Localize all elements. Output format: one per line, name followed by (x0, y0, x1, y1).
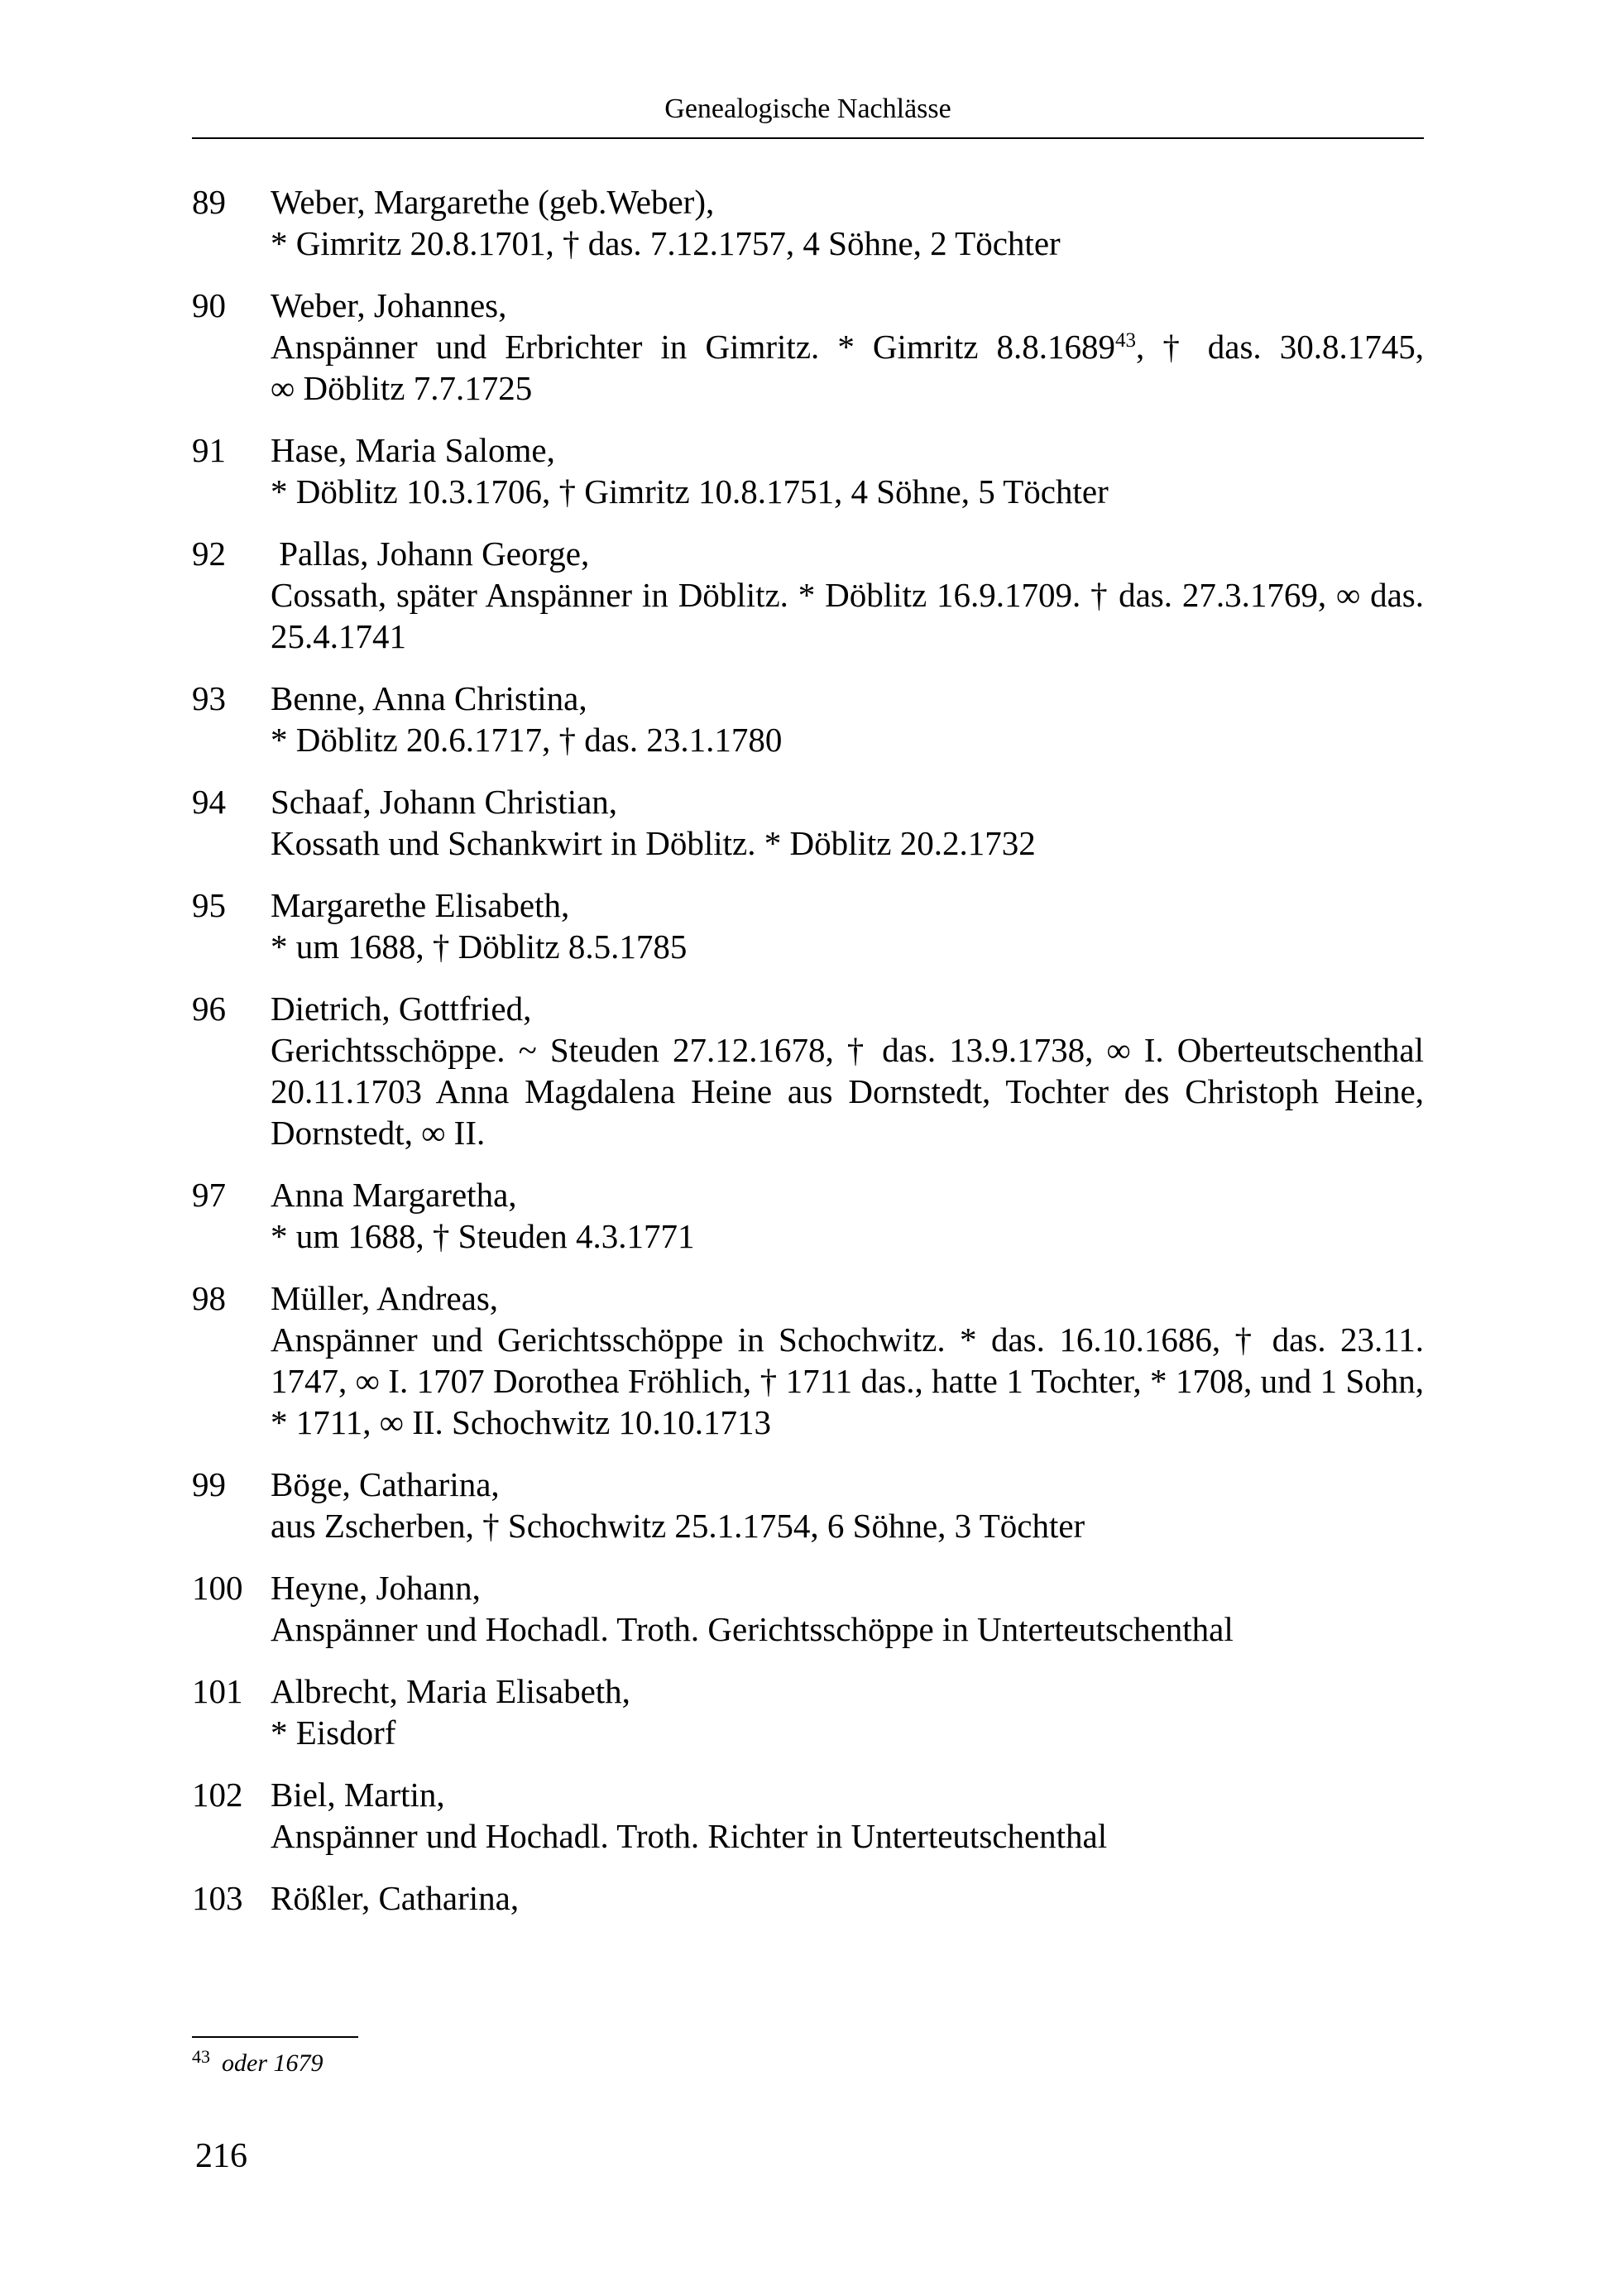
entry-name: Hase, Maria Salome, (271, 431, 555, 469)
entry-number: 92 (192, 534, 226, 573)
entry-name: Albrecht, Maria Elisabeth, (271, 1672, 630, 1710)
footnote-rule (192, 2036, 358, 2038)
genealogy-entry (192, 285, 1424, 409)
entry-number: 98 (192, 1279, 226, 1317)
entry-details: Kossath und Schankwirt in Döblitz. * Döblitz 20.2.1732 (271, 824, 1036, 862)
entry-number: 95 (192, 886, 226, 924)
entry-details: ∞ Döblitz 7.7.1725 (271, 369, 533, 407)
entry-details: Anspänner und Hochadl. Troth. Gerichtsschöppe in Unterteutschenthal (271, 1610, 1234, 1648)
genealogy-entry (192, 1174, 1424, 1257)
footnote-reference[interactable]: 43 (1115, 329, 1137, 352)
entry-number: 97 (192, 1176, 226, 1214)
footnote-text: oder 1679 (222, 2049, 323, 2077)
entry-details: 1747, ∞ I. 1707 Dorothea Fröhlich, † 1711 das., hatte 1 Tochter, * 1708, und 1 Sohn, (271, 1362, 1424, 1400)
entry-details-text: Anspänner und Erbrichter in Gimritz. * Gimritz 8.8.1689 (271, 328, 1116, 366)
entry-details: * 1711, ∞ II. Schochwitz 10.10.1713 (271, 1403, 772, 1441)
entry-name: Heyne, Johann, (271, 1569, 481, 1607)
entry-name: Weber, Margarethe (geb.Weber), (271, 183, 715, 221)
entry-name: Rößler, Catharina, (271, 1879, 520, 1917)
entry-number: 94 (192, 783, 226, 821)
page-number: 216 (195, 2137, 247, 2175)
entry-number: 90 (192, 286, 226, 324)
entry-name: Müller, Andreas, (271, 1279, 499, 1317)
genealogy-entry (192, 429, 1424, 512)
entry-details: * um 1688, † Steuden 4.3.1771 (271, 1217, 695, 1255)
footnote-mark: 43 (192, 2046, 210, 2067)
entry-details: Cossath, später Anspänner in Döblitz. * Döblitz 16.9.1709. † das. 27.3.1769, ∞ das. (271, 576, 1424, 614)
entry-name: Schaaf, Johann Christian, (271, 783, 618, 821)
entry-number: 96 (192, 990, 226, 1028)
entry-details: * um 1688, † Döblitz 8.5.1785 (271, 928, 688, 966)
entry-details: Anspänner und Gerichtsschöppe in Schochwitz. * das. 16.10.1686, † das. 23.11. (271, 1321, 1424, 1359)
entry-details (271, 326, 1424, 367)
entry-name: Weber, Johannes, (271, 286, 507, 324)
entry-details: Dornstedt, ∞ II. (271, 1114, 486, 1152)
entry-details: 25.4.1741 (271, 617, 406, 655)
genealogy-entry (192, 1670, 1424, 1753)
genealogy-entry (192, 884, 1424, 967)
entry-name: Anna Margaretha, (271, 1176, 517, 1214)
entry-details: * Döblitz 20.6.1717, † das. 23.1.1780 (271, 721, 783, 759)
genealogy-entry (192, 1774, 1424, 1857)
entry-details: 20.11.1703 Anna Magdalena Heine aus Dornstedt, Tochter des Christoph Heine, (271, 1072, 1424, 1110)
entry-name: Dietrich, Gottfried, (271, 990, 532, 1028)
genealogy-entry (192, 533, 1424, 657)
entry-number: 103 (192, 1879, 243, 1917)
entry-number: 101 (192, 1672, 243, 1710)
entry-number: 89 (192, 183, 226, 221)
running-head: Genealogische Nachlässe (664, 93, 951, 124)
footnote (192, 2046, 323, 2078)
genealogy-entry (192, 181, 1424, 264)
genealogy-entry (192, 1877, 1424, 1919)
entry-details: * Eisdorf (271, 1714, 396, 1752)
entry-details-text: , † das. 30.8.1745, (1136, 328, 1424, 366)
entry-name: Biel, Martin, (271, 1776, 445, 1814)
entry-name: Pallas, Johann George, (271, 534, 590, 573)
genealogy-entry (192, 1464, 1424, 1546)
entry-details: * Gimritz 20.8.1701, † das. 7.12.1757, 4 Söhne, 2 Töchter (271, 224, 1061, 262)
entry-number: 102 (192, 1776, 243, 1814)
genealogy-entry (192, 1277, 1424, 1443)
entry-details: Gerichtsschöppe. ~ Steuden 27.12.1678, † das. 13.9.1738, ∞ I. Oberteutschenthal (271, 1031, 1424, 1069)
header-rule (192, 137, 1424, 139)
entry-number: 91 (192, 431, 226, 469)
genealogy-entry (192, 678, 1424, 760)
entry-name: Benne, Anna Christina, (271, 679, 587, 717)
entry-details: * Döblitz 10.3.1706, † Gimritz 10.8.1751, 4 Söhne, 5 Töchter (271, 472, 1109, 510)
entry-name: Böge, Catharina, (271, 1465, 500, 1503)
entry-number: 93 (192, 679, 226, 717)
genealogy-entry (192, 1567, 1424, 1650)
entry-details: aus Zscherben, † Schochwitz 25.1.1754, 6 Söhne, 3 Töchter (271, 1507, 1085, 1545)
genealogy-entry (192, 781, 1424, 864)
entry-name: Margarethe Elisabeth, (271, 886, 570, 924)
entry-number: 100 (192, 1569, 243, 1607)
entry-number: 99 (192, 1465, 226, 1503)
entry-details: Anspänner und Hochadl. Troth. Richter in Unterteutschenthal (271, 1817, 1108, 1855)
genealogy-entry-list (192, 181, 1424, 1939)
genealogy-entry (192, 988, 1424, 1153)
